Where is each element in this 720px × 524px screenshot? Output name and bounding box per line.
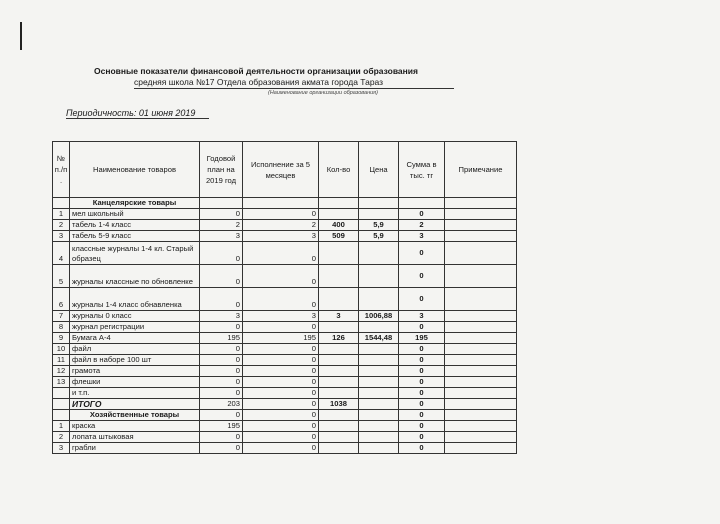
- header-note: Примечание: [445, 142, 517, 198]
- total-label: ИТОГО: [70, 399, 200, 410]
- table-row: 9 Бумага А-4 195 195 126 1544,48 195: [53, 333, 517, 344]
- table-row: 1 мел школьный 0 0 0: [53, 209, 517, 220]
- header-name: Наименование товаров: [70, 142, 200, 198]
- header-annual-plan: Годовой план на 2019 год: [200, 142, 243, 198]
- organization-caption: (Наименование организации образования): [268, 90, 378, 96]
- table-row: 12 грамота 0 0 0: [53, 366, 517, 377]
- header-execution: Исполнение за 5 месяцев: [243, 142, 319, 198]
- section-row: Хозяйственные товары 0 0 0: [53, 410, 517, 421]
- header-price: Цена: [359, 142, 399, 198]
- margin-mark: [20, 22, 22, 50]
- table-row: 3 табель 5-9 класс 3 3 509 5,9 3: [53, 231, 517, 242]
- table-row: 8 журнал регистрации 0 0 0: [53, 322, 517, 333]
- section-row: [53, 198, 517, 209]
- periodicity: Периодичность: 01 июня 2019: [66, 108, 209, 119]
- table-row: 11 файл в наборе 100 шт 0 0 0: [53, 355, 517, 366]
- report-title: Основные показатели финансовой деятельности организации образования: [94, 66, 418, 76]
- section-title: Канцелярские товары: [70, 198, 200, 209]
- total-row: ИТОГО 203 0 1038 0: [53, 399, 517, 410]
- section-title: Хозяйственные товары: [70, 410, 200, 421]
- header-num: № п./п .: [53, 142, 70, 198]
- table-row: 1 краска 195 0 0: [53, 421, 517, 432]
- table-row: 10 файл 0 0 0: [53, 344, 517, 355]
- table-row: 5 журналы классные по обновленке 0 0 0: [53, 265, 517, 288]
- table-row: 2 лопата штыковая 0 0 0: [53, 432, 517, 443]
- header-sum: Сумма в тыс. тг: [399, 142, 445, 198]
- table-row: 2 табель 1-4 класс 2 2 400 5,9 2: [53, 220, 517, 231]
- table-row: 3 грабли 0 0 0: [53, 443, 517, 454]
- organization-name: средняя школа №17 Отдела образования акмата города Тараз: [134, 77, 454, 89]
- header-qty: Кол-во: [319, 142, 359, 198]
- table-row: 6 журналы 1-4 класс обнавленка 0 0 0: [53, 288, 517, 311]
- table-row: 4 классные журналы 1-4 кл. Старый образец 0 0 0: [53, 242, 517, 265]
- financial-table: [52, 141, 517, 454]
- table-row: 7 журналы 0 класс 3 3 3 1006,88 3: [53, 311, 517, 322]
- table-row: и т.п. 0 0 0: [53, 388, 517, 399]
- table-row: 13 флешки 0 0 0: [53, 377, 517, 388]
- table-header-row: [53, 142, 517, 198]
